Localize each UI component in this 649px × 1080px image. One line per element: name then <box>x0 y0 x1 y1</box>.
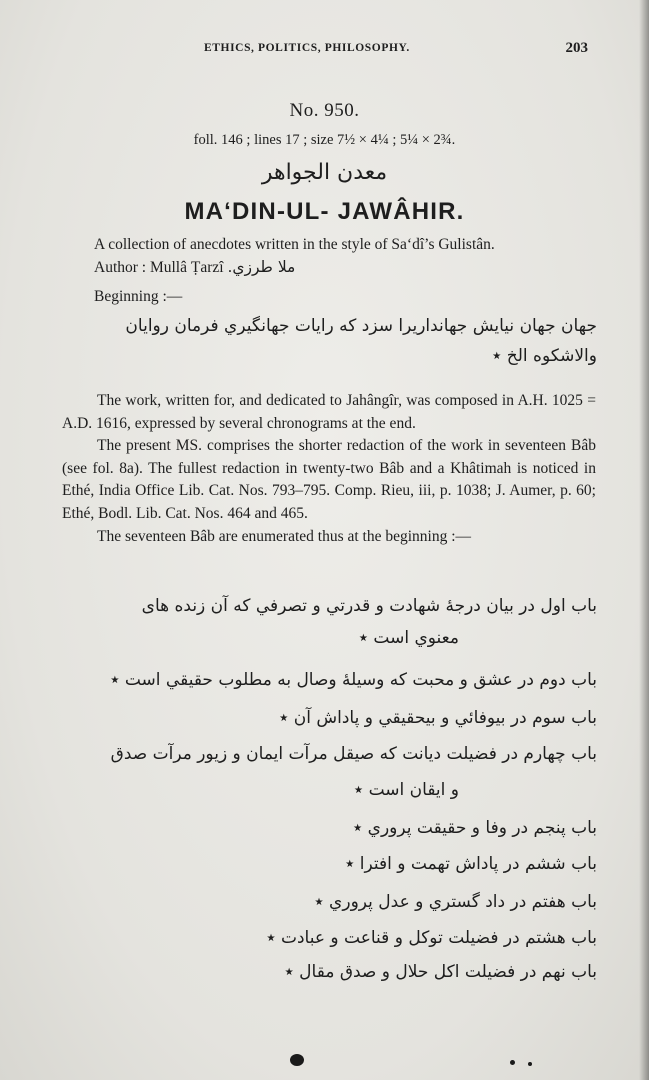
bab-line: باب هفتم در داد گستري و عدل پروري ٭ <box>314 892 597 912</box>
author-line <box>94 258 295 277</box>
ink-blot <box>290 1054 304 1066</box>
bab-line: باب سوم در بيوفائي و بيحقيقي و پاداش آن ٭ <box>279 708 597 728</box>
page-number: 203 <box>565 40 588 56</box>
body-paragraphs <box>62 390 596 548</box>
beginning-text-line-1: جهان جهان نيايش جهانداريرا سزد كه رايات جهانگيري فرمان روايان <box>125 316 597 336</box>
paragraph-redaction: The present MS. comprises the shorter redaction of the work in seventeen Bâb (see fol. 8a). The fullest redaction in twenty-two Bâb and a Khâtimah is noticed in Ethé, India Office Lib. Cat. Nos. 793–795. Comp. Rieu, iii, p. 1038; J. Aumer, p. 60; Ethé, Bodl. Lib. Cat. Nos. 464 and 465. <box>62 437 596 522</box>
author-label: Author : <box>94 259 147 276</box>
bab-line: معنوي است ٭ <box>358 628 459 648</box>
bab-line: و ايقان است ٭ <box>353 780 459 800</box>
bab-line: باب پنجم در وفا و حقيقت پروري ٭ <box>352 818 597 838</box>
running-header <box>100 40 600 60</box>
bab-line: باب دوم در عشق و محبت كه وسيلهٔ وصال به مطلوب حقيقي است ٭ <box>110 670 597 690</box>
author-persian: ملا طرزي. <box>227 258 296 276</box>
ink-blot <box>510 1060 515 1065</box>
work-description: A collection of anecdotes written in the style of Sa‘dî’s Gulistân. <box>94 236 495 253</box>
bab-line: باب چهارم در فضيلت ديانت كه صيقل مرآت ايمان و زيور مرآت صدق <box>110 744 597 764</box>
persian-title: معدن الجواهر <box>261 160 388 185</box>
bab-line: باب هشتم در فضيلت توكل و قناعت و عبادت ٭ <box>266 928 597 948</box>
paragraph-enumeration: The seventeen Bâb are enumerated thus at the beginning :— <box>97 527 472 545</box>
ink-blot <box>528 1062 532 1066</box>
entry-number: No. 950. <box>289 100 360 121</box>
beginning-label: Beginning :— <box>94 288 183 305</box>
folio-description: foll. 146 ; lines 17 ; size 7½ × 4¼ ; 5¼ × 2¾. <box>193 132 456 148</box>
work-title: MA‘DIN-UL- JAWÂHIR. <box>184 198 465 225</box>
bab-line: باب اول در بيان درجهٔ شهادت و قدرتي و تصرفي كه آن زنده هاى <box>141 596 597 616</box>
bab-line: باب نهم در فضيلت اكل حلال و صدق مقال ٭ <box>284 962 597 982</box>
running-title: ETHICS, POLITICS, PHILOSOPHY. <box>204 42 410 54</box>
paragraph-composition: The work, written for, and dedicated to Jahângîr, was composed in A.H. 1025 = A.D. 1616, expressed by several chronograms at the end. <box>62 392 596 432</box>
author-name: Mullâ Ṭarzî <box>149 259 224 276</box>
bab-line: باب ششم در پاداش تهمت و افترا ٭ <box>345 854 597 874</box>
beginning-text-line-2: والاشكوه الخ ٭ <box>492 346 597 366</box>
